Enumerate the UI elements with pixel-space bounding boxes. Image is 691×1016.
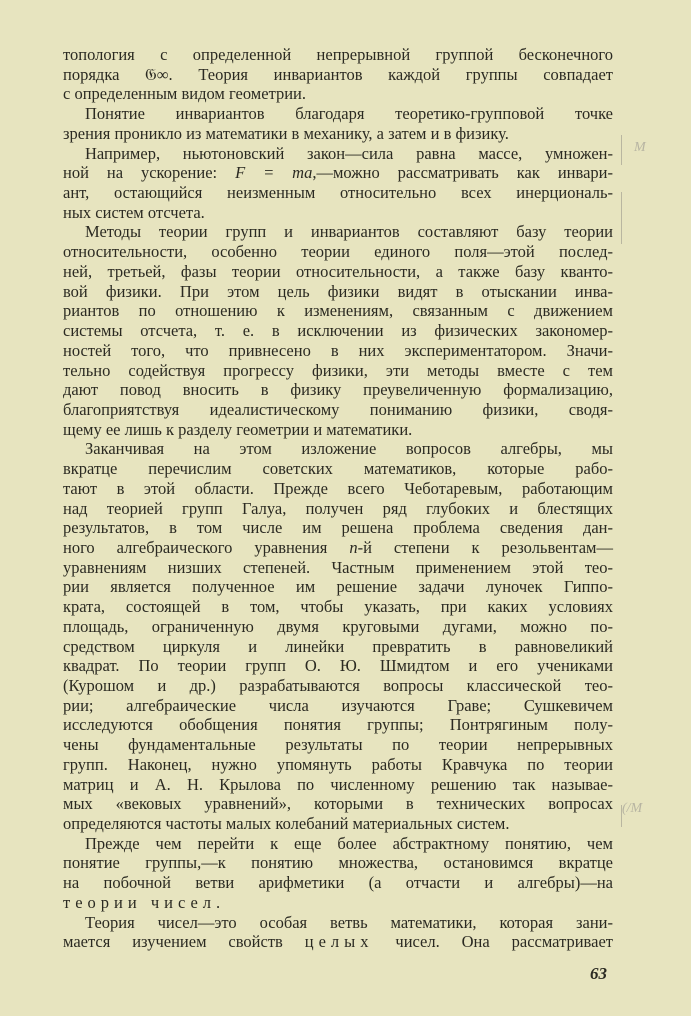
text-span: вой физики. При этом цель физики видят в отыскании инва- [63,281,613,301]
margin-note: (/M [622,801,643,816]
text-span: щему ее лишь к разделу геометрии и математики. [63,419,413,439]
text-span: понятие группы,—к понятию множества, остановимся вкратце [63,853,613,873]
text-span: мых «вековых уравнений», которыми в технических вопросах [63,794,613,814]
text-line [63,380,613,400]
text-span: топология с определенной непрерывной группой бесконечного [63,45,613,64]
text-span: рии является полученное им решение задачи луночек Гиппо- [63,577,613,597]
text-span: ней, третьей, фазы теории относительности, а также базу кванто- [63,261,613,281]
text-line [63,676,613,696]
text-span: Методы теории групп и инвариантов составляют базу теории [85,222,613,242]
page-number: 63 [590,964,607,983]
text-span: на побочной ветви арифметики (а отчасти и алгебры)—на [63,873,613,893]
text-line [63,163,613,183]
text-span: ных систем отсчета. [63,202,205,222]
text-line [63,597,613,617]
text-span: Например, ньютоновский закон—сила равна массе, умножен- [85,143,613,163]
text-span: ант, остающийся неизменным относительно всех инерциональ- [63,183,613,203]
text-span: ностей того, что привнесено в них экспериментатором. Значи- [63,340,613,360]
text-span: ,—можно рассматривать как инвари- [312,163,613,183]
text-span: площадь, ограниченную двумя круговыми дугами, можно по- [63,616,613,636]
text-span: системы отсчета, т. е. в исключении из физических закономер- [63,321,613,341]
text-line [63,932,613,952]
text-line [63,459,613,479]
text-line [63,794,613,814]
text-span: с определенным видом геометрии. [63,84,307,104]
text-span: (Курошом и др.) разрабатываются вопросы классической тео- [63,676,613,695]
text-line [63,203,613,223]
text-span: . [216,892,221,912]
text-line [63,696,613,716]
text-line [63,183,613,203]
text-span: благоприятствуя идеалистическому пониманию физики, сводя- [63,399,613,419]
margin-line [621,192,622,244]
text-span: ного алгебраического уравнения [63,537,350,557]
text-span: чисел. Она рассматривает [373,932,613,952]
text-line [63,538,613,558]
text-line [63,262,613,282]
text-span: матриц и А. Н. Крылова по численному решению так называе- [63,774,613,794]
text-span: -й степени к резольвентам— [357,537,613,557]
text-line [63,893,613,913]
spaced-emphasis-text: теории чисел [63,892,217,912]
text-line [63,301,613,321]
text-line [63,853,613,873]
text-line [63,577,613,597]
italic-text: n [349,537,358,557]
text-line [63,499,613,519]
text-line [63,617,613,637]
text-line [63,735,613,755]
text-line [63,755,613,775]
italic-text: F = ma [235,163,313,183]
text-line [63,341,613,361]
text-line [63,321,613,341]
text-span: относительности, особенно теории единого поля—этой послед- [63,242,613,262]
text-span: результатов, в том числе им решена проблема сведения дан- [63,518,613,538]
text-span: мается изучением свойств [63,932,305,952]
text-span: средством циркуля и линейки превратить в равновеликий [63,636,613,656]
text-line [63,656,613,676]
text-span: дают повод вносить в физику преувеличенную формализацию, [63,380,613,400]
text-line [63,282,613,302]
text-span: вкратце перечислим советских математиков, которые рабо- [63,459,613,479]
text-line [63,637,613,657]
text-line [63,420,613,440]
margin-note: M [634,140,646,155]
text-span: зрения проникло из математики в механику, а затем и в физику. [63,123,509,143]
text-line [63,144,613,164]
text-line [63,45,613,65]
margin-line [621,135,622,165]
text-span: Теория чисел—это особая ветвь математики, которая зани- [85,912,613,932]
text-span: Понятие инвариантов благодаря теоретико-групповой точке [85,104,613,124]
text-line [63,104,613,124]
text-span: рии; алгебраические числа изучаются Граве; Сушкевичем [63,695,613,715]
text-span: квадрат. По теории групп О. Ю. Шмидтом и его учениками [63,656,613,676]
text-span: чены фундаментальные результаты по теории непрерывных [63,735,613,755]
text-line [63,242,613,262]
text-span: риантов по отношению к изменениям, связанным с движением [63,301,613,321]
text-line [63,361,613,381]
text-span: порядка 𝔊∞. Теория инвариантов каждой группы совпадает [63,64,613,84]
text-span: тают в этой области. Прежде всего Чеботаревым, работающим [63,478,613,498]
text-span: Заканчивая на этом изложение вопросов алгебры, мы [85,439,613,459]
page-body [63,45,613,952]
text-line [63,913,613,933]
text-span: определяются частоты малых колебаний материальных систем. [63,814,510,834]
text-line [63,65,613,85]
text-line [63,222,613,242]
text-span: ной на ускорение: [63,163,236,183]
text-span: тельно содействуя прогрессу физики, эти методы вместе с тем [63,360,613,380]
text-line [63,124,613,144]
text-line [63,814,613,834]
text-line [63,558,613,578]
text-line [63,775,613,795]
text-span: крата, состоящей в том, чтобы указать, при каких условиях [63,597,613,617]
spaced-emphasis-text: целых [304,932,374,952]
text-line [63,518,613,538]
text-line [63,715,613,735]
text-span: Прежде чем перейти к еще более абстрактному понятию, чем [85,833,613,853]
text-line [63,479,613,499]
text-line [63,84,613,104]
text-line [63,400,613,420]
text-span: исследуются обобщения понятия группы; Понтрягиным полу- [63,715,613,735]
text-line [63,834,613,854]
text-line [63,439,613,459]
text-span: уравнениям низших степеней. Частным применением этой тео- [63,557,613,577]
text-span: над теорией групп Галуа, получен ряд глубоких и блестящих [63,498,613,518]
text-span: групп. Наконец, нужно упомянуть работы Кравчука по теории [63,754,613,774]
text-line [63,873,613,893]
